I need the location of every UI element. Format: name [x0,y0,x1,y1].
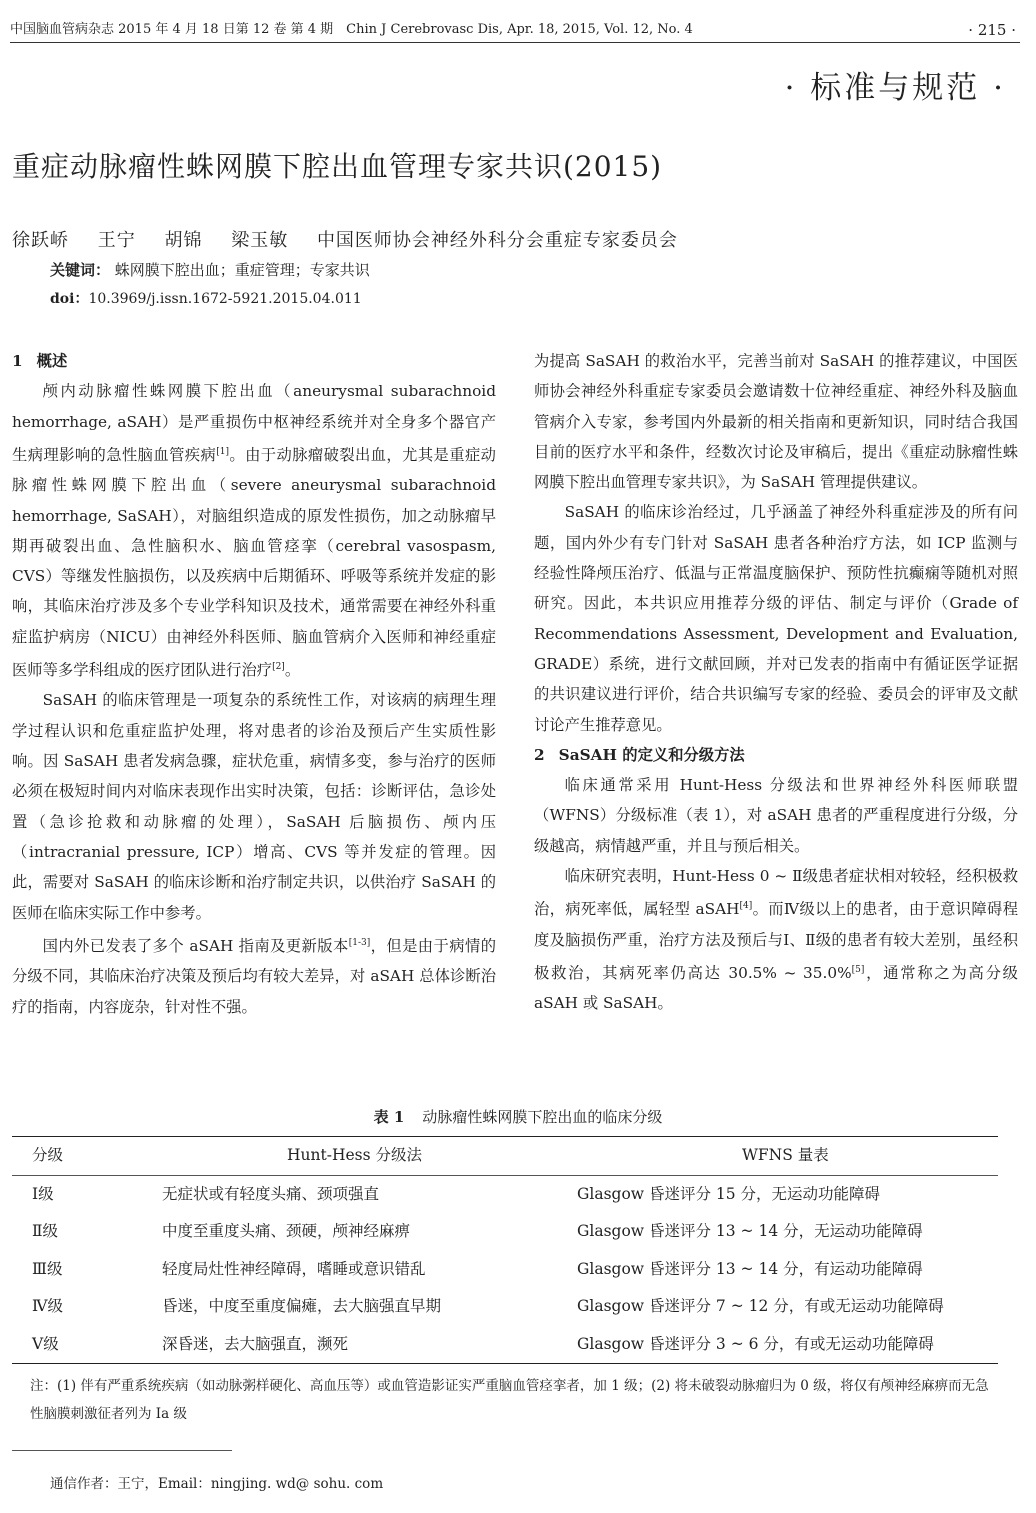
citation[interactable]: [1-3] [348,937,371,948]
paragraph: 颅内动脉瘤性蛛网膜下腔出血（aneurysmal subarachnoid hemorrhage, aSAH）是严重损伤中枢神经系统并对全身多个器官产生病理影响的急性脑血管疾病[1]。由于动脉瘤破裂出血，尤其是重症动脉瘤性蛛网膜下腔出血（severe aneurysmal subarachnoid hemorrhage, SaSAH），对脑组织造成的原发性损伤，加之动脉瘤早期再破裂出血、急性脑积水、脑血管痉挛（cerebral vasospasm, CVS）等继发性脑损伤，以及疾病中后期循环、呼吸等系统并发症的影响，其临床治疗涉及多个专业学科知识及技术，通常需要在神经外科重症监护病房（NICU）由神经外科医师、脑血管病介入医师和神经重症医师等多学科组成的医疗团队进行治疗[2]。 [12,382,496,680]
table-cell: 昏迷，中度至重度偏瘫，去大脑强直早期 [162,1297,442,1315]
citation[interactable]: [2] [272,662,285,673]
keywords [50,259,370,280]
table-cell: Glasgow 昏迷评分 15 分，无运动功能障碍 [577,1184,881,1203]
section-heading: 1 概述 [12,352,68,370]
paragraph: 临床通常采用 Hunt-Hess 分级法和世界神经外科医师联盟（WFNS）分级标准（表 1），对 aSAH 患者的严重程度进行分级，分级越高，病情越严重，并且与预后相关。 [534,776,1018,855]
running-header [10,20,1020,43]
page-number: · 215 · [968,21,1016,39]
table-row [12,1251,998,1289]
footnote-divider [12,1450,232,1451]
paragraph: 临床研究表明，Hunt-Hess 0 ~ Ⅱ级患者症状相对较轻，经积极救治，病死率低，属轻型 aSAH[4]。而Ⅳ级以上的患者，由于意识障碍程度及脑损伤严重，治疗方法及预后与Ⅰ、Ⅱ级的患者有较大差别，虽经积极救治，其病死率仍高达 30.5% ~ 35.0%[5]，通常称之为高分级 aSAH 或 SaSAH。 [534,867,1018,1013]
table-label: 表 1 [373,1108,405,1126]
table-cell: Glasgow 昏迷评分 3 ~ 6 分，有或无运动功能障碍 [577,1334,934,1353]
table-cell: 中度至重度头痛、颈硬，颅神经麻痹 [162,1222,411,1240]
table-cell: 轻度局灶性神经障碍，嗜睡或意识错乱 [162,1259,426,1278]
article-title: 重症动脉瘤性蛛网膜下腔出血管理专家共识(2015) [12,150,663,183]
doi-link[interactable]: 10.3969/j.issn.1672-5921.2015.04.011 [88,291,362,307]
table-cell: Ⅱ级 [32,1222,59,1240]
header-cell: WFNS 量表 [742,1146,829,1164]
author: 徐跃峤 [12,230,69,251]
table-cell: Ⅲ级 [32,1259,63,1278]
doi [50,288,362,308]
table-row [12,1326,998,1364]
table-cell: Glasgow 昏迷评分 7 ~ 12 分，有或无运动功能障碍 [577,1297,944,1315]
corresponding-author: 通信作者：王宁，Email：ningjing. wd@ sohu. com [50,1476,384,1492]
citation[interactable]: [1] [216,446,229,457]
paragraph: SaSAH 的临床诊治经过，几乎涵盖了神经外科重症涉及的所有问题，国内外少有专门针对 SaSAH 患者各种治疗方法，如 ICP 监测与经验性降颅压治疗、低温与正常温度脑保护、预防性抗癫痫等随机对照研究。因此，本共识应用推荐分级的评估、制定与评价（Grade of Recommendations Assessment, Development and Evaluation, GRADE）系统，进行文献回顾，并对已发表的指南中有循证医学证据的共识建议进行评价，结合共识编写专家的经验、委员会的评审及文献讨论产生推荐意见。 [534,503,1018,734]
right-column [534,346,1018,1019]
table-cell: Ⅳ级 [32,1297,63,1315]
table-header-row [12,1137,998,1176]
table-cell: 无症状或有轻度头痛、颈项强直 [162,1184,380,1203]
grading-table [12,1136,998,1364]
author-organization: 中国医师协会神经外科分会重症专家委员会 [316,230,678,251]
table-title: 动脉瘤性蛛网膜下腔出血的临床分级 [422,1108,663,1126]
table-note: 注：(1) 伴有严重系统疾病（如动脉粥样硬化、高血压等）或血管造影证实严重脑血管痉挛者，加 1 级；(2) 将未破裂动脉瘤归为 0 级，将仅有颅神经麻痹而无急性脑膜刺激征者列为 Ⅰa 级 [30,1378,989,1422]
paragraph: 为提高 SaSAH 的救治水平，完善当前对 SaSAH 的推荐建议，中国医师协会神经外科重症专家委员会邀请数十位神经重症、神经外科及脑血管病介入专家，参考国内外最新的相关指南和更新知识，同时结合我国目前的医疗水平和条件，经数次讨论及审稿后，提出《重症动脉瘤性蛛网膜下腔出血管理专家共识》，为 SaSAH 管理提供建议。 [534,352,1018,492]
author: 梁玉敏 [231,230,289,251]
keywords-text: 蛛网膜下腔出血；重症管理；专家共识 [114,261,370,279]
author: 王宁 [97,230,136,251]
table-cell: Ⅴ级 [32,1334,59,1353]
doi-label: doi： [50,291,89,307]
journal-info: 中国脑血管病杂志 2015 年 4 月 18 日第 12 卷 第 4 期 Chin J Cerebrovasc Dis, Apr. 18, 2015, Vol. 12, No. 4 [10,22,693,37]
table-cell: Glasgow 昏迷评分 13 ~ 14 分，有运动功能障碍 [577,1259,923,1278]
keywords-label: 关键词： [50,261,111,279]
section-tag: · 标准与规范 · [784,70,1006,106]
header-cell: 分级 [32,1146,64,1164]
table-caption [0,1106,1036,1127]
table-cell: Glasgow 昏迷评分 13 ~ 14 分，无运动功能障碍 [577,1222,923,1240]
table-cell: 深昏迷，去大脑强直，濒死 [162,1334,349,1353]
left-column [12,346,496,1022]
table-row [12,1176,998,1214]
paragraph: 国内外已发表了多个 aSAH 指南及更新版本[1-3]，但是由于病情的分级不同，其临床治疗决策及预后均有较大差异，对 aSAH 总体诊断治疗的指南，内容庞杂，针对性不强。 [12,936,496,1016]
section-heading: 2 SaSAH 的定义和分级方法 [534,745,745,764]
table-cell: Ⅰ级 [32,1184,54,1203]
table-row [12,1288,998,1326]
header-cell: Hunt-Hess 分级法 [287,1146,422,1164]
author-list [12,226,700,252]
author: 胡锦 [164,230,203,251]
table-row [12,1213,998,1251]
paragraph: SaSAH 的临床管理是一项复杂的系统性工作，对该病的病理生理学过程认识和危重症监护处理，将对患者的诊治及预后产生实质性影响。因 SaSAH 患者发病急骤，症状危重，病情多变，参与治疗的医师必须在极短时间内对临床表现作出实时决策，包括：诊断评估，急诊处置（急诊抢救和动脉瘤的处理），SaSAH 后脑损伤、颅内压（intracranial pressure, ICP）增高、CVS 等并发症的管理。因此，需要对 SaSAH 的临床诊断和治疗制定共识，以供治疗 SaSAH 的医师在临床实际工作中参考。 [12,691,496,922]
citation[interactable]: [5] [851,965,865,976]
citation[interactable]: [4] [739,901,753,912]
